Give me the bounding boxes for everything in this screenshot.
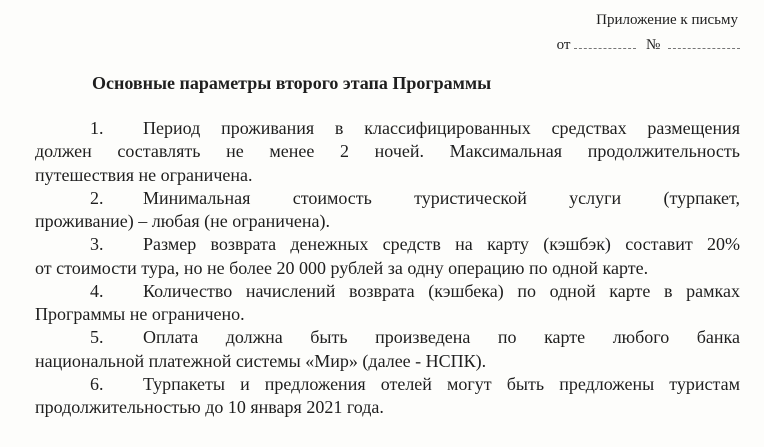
- item-text-line: Период проживания в классифицированных средствах размещения: [143, 118, 740, 138]
- item-text-line: путешествия не ограничена.: [35, 164, 253, 185]
- document-title: Основные параметры второго этапа Программы: [92, 73, 492, 93]
- item-text-line: от стоимости тура, но не более 20 000 рублей за одну операцию по одной карте.: [35, 257, 649, 278]
- item-number: 2.: [90, 187, 104, 208]
- date-blank: [574, 34, 636, 49]
- appendix-label: Приложение к письму: [596, 12, 738, 28]
- item-number: 3.: [90, 234, 104, 255]
- item-number: 6.: [90, 373, 104, 394]
- item-number: 5.: [90, 327, 104, 348]
- list-item: [35, 117, 740, 187]
- item-text-line: продолжительностью до 10 января 2021 года.: [35, 397, 384, 417]
- item-text-line: Оплата должна быть произведена по карте любого банка: [143, 327, 740, 348]
- item-text-line: Программы не ограничено.: [35, 304, 245, 324]
- from-label: от: [556, 37, 571, 53]
- item-number: 1.: [90, 118, 104, 138]
- list-item: [35, 326, 740, 373]
- item-text-line: Размер возврата денежных средств на карту (кэшбэк) составит 20%: [143, 234, 740, 255]
- list-item: [35, 373, 740, 420]
- letter-reference: [557, 34, 740, 54]
- list-item: [35, 187, 740, 234]
- parameters-list: [35, 117, 740, 419]
- item-text-line: Турпакеты и предложения отелей могут быть предложены туристам: [143, 373, 740, 394]
- item-number: 4.: [90, 280, 104, 301]
- item-text-line: Количество начислений возврата (кэшбека) по одной карте в рамках: [143, 280, 740, 301]
- list-item: [35, 233, 740, 280]
- item-text-line: должен составлять не менее 2 ночей. Максимальная продолжительность: [35, 141, 740, 162]
- list-item: [35, 280, 740, 327]
- number-label: №: [645, 37, 661, 53]
- item-text-line: проживание) – любая (не ограничена).: [35, 211, 331, 231]
- item-text-line: национальной платежной системы «Мир» (далее - НСПК).: [35, 350, 487, 371]
- item-text-line: Минимальная стоимость туристической услуги (турпакет,: [143, 187, 740, 208]
- number-blank: [668, 34, 740, 49]
